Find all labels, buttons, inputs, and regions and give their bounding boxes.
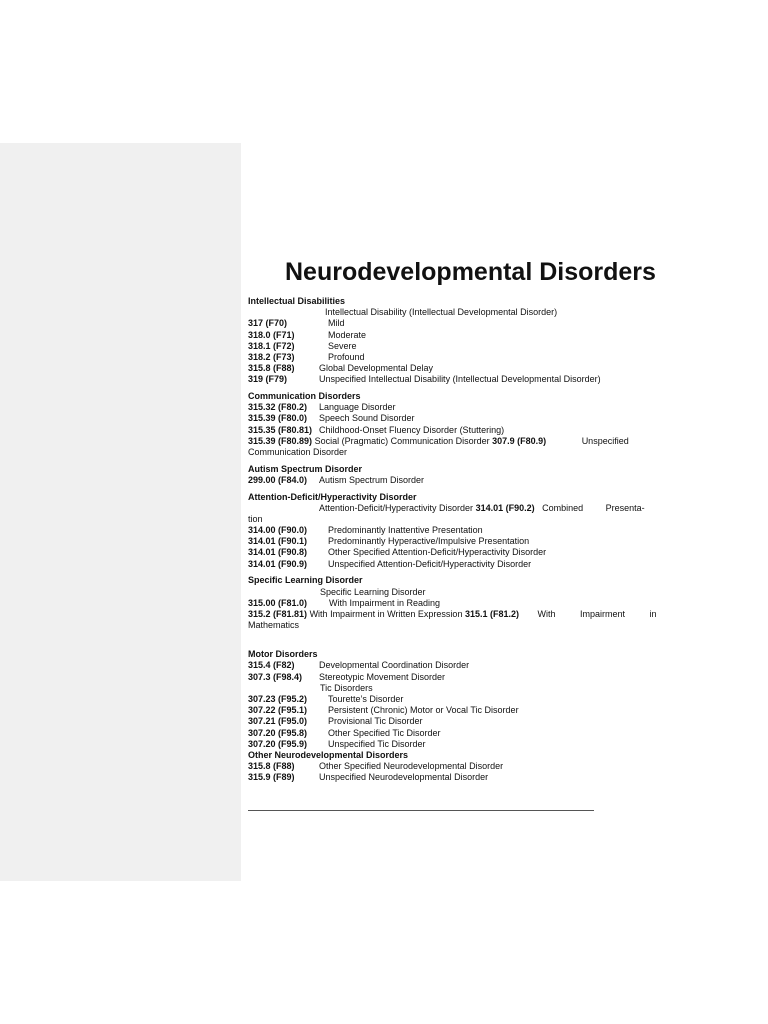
diagnostic-code: 315.2 (F81.81) [248, 608, 308, 619]
diagnostic-code: 315.9 (F89) [248, 772, 295, 783]
subheading-text: Tic Disorders [320, 682, 373, 693]
list-item [248, 425, 648, 436]
list-item-continuation: tion [248, 513, 263, 524]
subheading-text: Specific Learning Disorder [320, 586, 426, 597]
horizontal-rule [248, 810, 594, 811]
diagnosis-label: Unspecified Neurodevelopmental Disorder [319, 772, 489, 783]
subheading-text: Attention-Deficit/Hyperactivity Disorder [319, 502, 474, 513]
diagnostic-code: 315.39 (F80.89) [248, 435, 313, 446]
motor-rows [248, 660, 648, 682]
diagnosis-label: Developmental Coordination Disorder [319, 660, 470, 671]
list-item [248, 672, 648, 683]
diagnostic-code: 315.32 (F80.2) [248, 402, 308, 413]
list-item [248, 716, 648, 727]
diagnosis-label: Provisional Tic Disorder [328, 716, 423, 727]
diagnosis-label: Other Specified Neurodevelopmental Disorder [319, 761, 504, 772]
diagnosis-label: Language Disorder [319, 402, 396, 413]
list-item [248, 413, 648, 424]
list-item [248, 318, 648, 329]
diagnostic-code: 299.00 (F84.0) [248, 474, 308, 485]
diagnosis-label: With Impairment in Written Expression [309, 608, 463, 619]
subheading-text: Intellectual Disability (Intellectual Developmental Disorder) [325, 307, 558, 318]
list-item [248, 363, 648, 374]
section-heading-other: Other Neurodevelopmental Disorders [248, 749, 409, 760]
diagnostic-code: 315.1 (F81.2) [464, 608, 519, 619]
list-item [248, 728, 648, 739]
list-item [248, 330, 648, 341]
list-item [248, 525, 648, 536]
other-rows [248, 761, 648, 783]
list-item [248, 598, 648, 609]
list-item [248, 547, 648, 558]
diagnostic-code: 307.23 (F95.2) [248, 694, 308, 704]
diagnosis-label: Autism Spectrum Disorder [319, 474, 425, 485]
diagnostic-code: 307.21 (F95.0) [248, 716, 308, 727]
left-margin-panel [0, 143, 241, 881]
section-heading-adhd: Attention-Deficit/Hyperactivity Disorder [248, 491, 417, 502]
list-item [248, 352, 648, 363]
list-item [248, 772, 648, 783]
diagnostic-code: 318.2 (F73) [248, 351, 295, 362]
list-item [248, 761, 648, 772]
diagnosis-label: Profound [328, 351, 365, 362]
diagnosis-label: Moderate [328, 329, 367, 340]
diagnostic-code: 314.00 (F90.0) [248, 525, 308, 536]
diagnostic-code: 314.01 (F90.8) [248, 547, 308, 558]
diagnosis-label: Unspecified Tic Disorder [328, 738, 426, 749]
section-heading-motor: Motor Disorders [248, 649, 318, 660]
diagnosis-label: Combined Presenta- [542, 502, 645, 513]
diagnostic-code: 315.39 (F80.0) [248, 413, 308, 424]
diagnostic-code: 315.8 (F88) [248, 363, 295, 374]
diagnostic-code: 315.35 (F80.81) [248, 424, 313, 435]
list-item [248, 536, 648, 547]
communication-rows [248, 402, 648, 436]
diagnostic-code: 319 (F79) [248, 374, 288, 385]
diagnosis-label: Severe [328, 340, 357, 351]
diagnostic-code: 314.01 (F90.9) [248, 558, 308, 569]
disorder-list [248, 296, 657, 784]
diagnostic-code: 315.00 (F81.0) [248, 597, 308, 608]
diagnostic-code: 318.0 (F71) [248, 329, 295, 340]
diagnosis-label: Global Developmental Delay [319, 363, 434, 374]
diagnosis-label: Speech Sound Disorder [319, 413, 415, 424]
section-heading-communication: Communication Disorders [248, 391, 361, 401]
diagnosis-label: With Impairment in [537, 608, 657, 619]
list-item-continuation: Mathematics [248, 620, 300, 631]
diagnostic-code: 315.4 (F82) [248, 660, 295, 671]
diagnostic-code: 314.01 (F90.2) [475, 502, 535, 513]
subheading-tic [248, 683, 648, 694]
diagnosis-label: Childhood-Onset Fluency Disorder (Stuttering) [319, 424, 505, 435]
diagnostic-code: 307.20 (F95.9) [248, 738, 308, 749]
adhd-rows [248, 525, 648, 570]
intellectual-rows [248, 318, 648, 385]
list-item [248, 694, 648, 705]
diagnosis-label: Other Specified Attention-Deficit/Hyperactivity Disorder [328, 547, 547, 558]
diagnostic-code: 307.22 (F95.1) [248, 705, 308, 716]
diagnostic-code: 317 (F70) [248, 318, 288, 329]
page-title: Neurodevelopmental Disorders [285, 258, 656, 286]
list-item [248, 341, 648, 352]
subheading-learning [248, 587, 648, 598]
diagnosis-label: Mild [328, 318, 345, 329]
section-heading-learning: Specific Learning Disorder [248, 575, 363, 586]
diagnosis-label: Unspecified Intellectual Disability (Intellectual Developmental Disorder) [319, 374, 601, 385]
section-heading-intellectual: Intellectual Disabilities [248, 296, 346, 306]
diagnosis-label: Predominantly Hyperactive/Impulsive Presentation [328, 536, 530, 547]
list-item [248, 608, 657, 620]
diagnosis-label: With Impairment in Reading [329, 597, 441, 608]
list-item [248, 705, 648, 716]
list-item [248, 660, 648, 671]
diagnosis-label: Social (Pragmatic) Communication Disorder [314, 435, 490, 446]
list-item [248, 436, 648, 447]
list-item [248, 559, 648, 570]
diagnostic-code: 318.1 (F72) [248, 340, 295, 351]
list-item [248, 739, 648, 750]
tic-rows [248, 694, 648, 750]
diagnostic-code: 307.20 (F95.8) [248, 727, 308, 738]
list-item [248, 374, 648, 385]
diagnosis-label: Other Specified Tic Disorder [328, 727, 441, 738]
subheading-intellectual [248, 307, 648, 318]
diagnosis-label: Tourette’s Disorder [328, 694, 404, 704]
diagnosis-label: Unspecified Attention-Deficit/Hyperactivity Disorder [328, 558, 532, 569]
list-item [248, 402, 648, 413]
diagnosis-label: Stereotypic Movement Disorder [319, 671, 446, 682]
diagnostic-code: 307.3 (F98.4) [248, 671, 303, 682]
list-item [248, 475, 648, 486]
diagnosis-label: Predominantly Inattentive Presentation [328, 525, 483, 536]
section-heading-autism: Autism Spectrum Disorder [248, 463, 363, 474]
diagnosis-label: Unspecified [581, 435, 629, 446]
diagnosis-label: Persistent (Chronic) Motor or Vocal Tic Disorder [328, 705, 519, 716]
diagnostic-code: 315.8 (F88) [248, 761, 295, 772]
list-item-continuation: Communication Disorder [248, 446, 348, 457]
list-item [248, 503, 648, 514]
diagnostic-code: 314.01 (F90.1) [248, 536, 308, 547]
diagnostic-code: 307.9 (F80.9) [492, 435, 547, 446]
